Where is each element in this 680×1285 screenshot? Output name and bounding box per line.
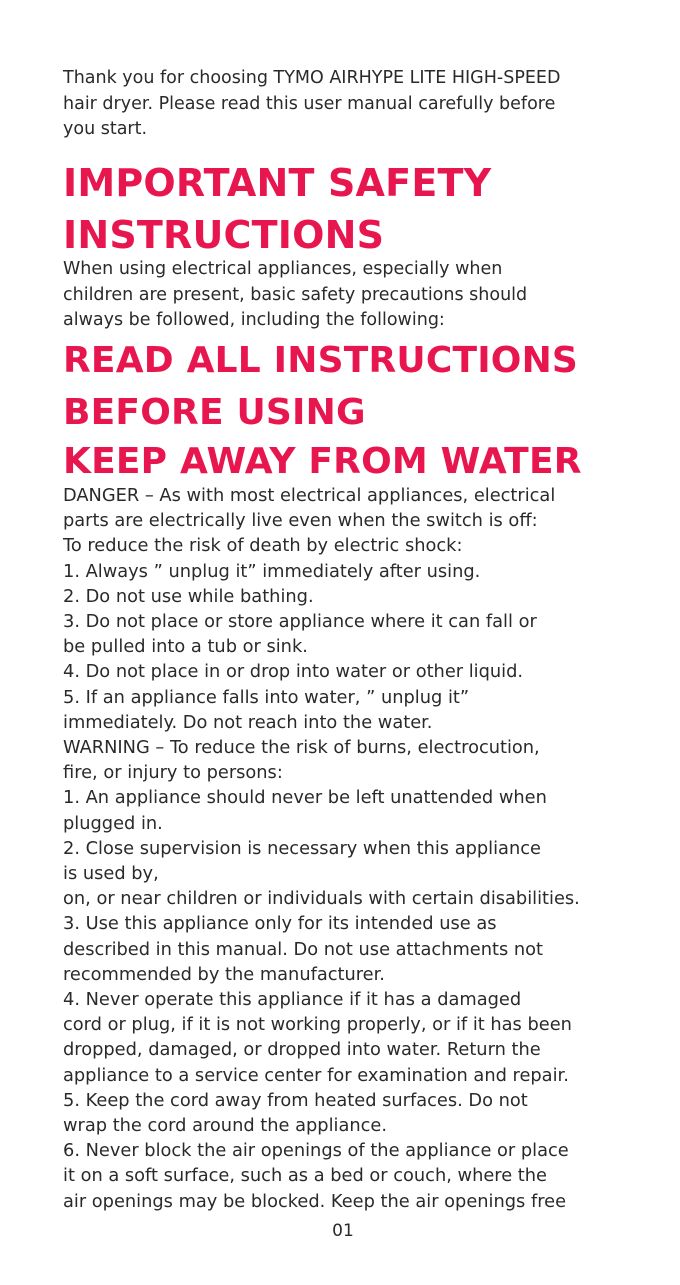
list-item: 3. Do not place or store appliance where it can fall or: [63, 611, 537, 633]
precautions-line: When using electrical appliances, especially when: [63, 259, 503, 279]
body-line: is used by,: [63, 863, 159, 885]
list-item: 2. Do not use while bathing.: [63, 585, 314, 607]
precautions-paragraph: [63, 257, 623, 334]
body-line: To reduce the risk of death by electric shock:: [63, 535, 463, 557]
list-item: 5. Keep the cord away from heated surfaces. Do not: [63, 1089, 528, 1111]
body-line: on, or near children or individuals with certain disabilities.: [63, 888, 580, 910]
body-line: be pulled into a tub or sink.: [63, 636, 308, 658]
intro-line: Thank you for choosing TYMO AIRHYPE LITE HIGH-SPEED: [63, 68, 561, 88]
list-item: 4. Never operate this appliance if it has a damaged: [63, 989, 522, 1011]
body-line: recommended by the manufacturer.: [63, 963, 385, 985]
list-item: 1. Always ” unplug it” immediately after using.: [63, 560, 481, 582]
warning-line: WARNING – To reduce the risk of burns, electrocution,: [63, 737, 540, 759]
heading-line: IMPORTANT SAFETY: [63, 161, 492, 205]
precautions-line: children are present, basic safety precautions should: [63, 284, 528, 305]
body-line: fire, or injury to persons:: [63, 762, 283, 784]
list-item: 1. An appliance should never be left unattended when: [63, 787, 547, 809]
heading-line: READ ALL INSTRUCTIONS: [63, 340, 579, 381]
body-line: immediately. Do not reach into the water.: [63, 711, 433, 733]
body-line: plugged in.: [63, 812, 163, 834]
page-number: 01: [332, 1221, 354, 1241]
body-line: dropped, damaged, or dropped into water. Return the: [63, 1039, 541, 1061]
precautions-line: always be followed, including the following:: [63, 310, 445, 330]
danger-line: DANGER – As with most electrical appliances, electrical: [63, 485, 556, 506]
read-instructions-heading: [63, 335, 578, 439]
heading-line: INSTRUCTIONS: [63, 213, 385, 257]
body-line: air openings may be blocked. Keep the air openings free: [63, 1190, 567, 1212]
body-line: wrap the cord around the appliance.: [63, 1115, 388, 1137]
body-line: appliance to a service center for examination and repair.: [63, 1064, 569, 1086]
intro-line: hair dryer. Please read this user manual carefully before: [63, 93, 556, 114]
important-safety-heading: [63, 157, 491, 261]
list-item: 4. Do not place in or drop into water or other liquid.: [63, 661, 524, 683]
intro-paragraph: [63, 66, 623, 143]
keep-away-heading: KEEP AWAY FROM WATER: [63, 441, 582, 482]
body-line: it on a soft surface, such as a bed or couch, where the: [63, 1165, 547, 1187]
heading-line: BEFORE USING: [63, 392, 366, 433]
body-line: described in this manual. Do not use attachments not: [63, 938, 543, 960]
list-item: 2. Close supervision is necessary when this appliance: [63, 837, 541, 859]
intro-line: you start.: [63, 119, 148, 139]
safety-body-text: [63, 483, 663, 1214]
list-item: 6. Never block the air openings of the appliance or place: [63, 1140, 569, 1162]
body-line: parts are electrically live even when the switch is off:: [63, 510, 538, 532]
list-item: 3. Use this appliance only for its intended use as: [63, 913, 497, 935]
list-item: 5. If an appliance falls into water, ” unplug it”: [63, 686, 470, 708]
body-line: cord or plug, if it is not working properly, or if it has been: [63, 1014, 572, 1036]
